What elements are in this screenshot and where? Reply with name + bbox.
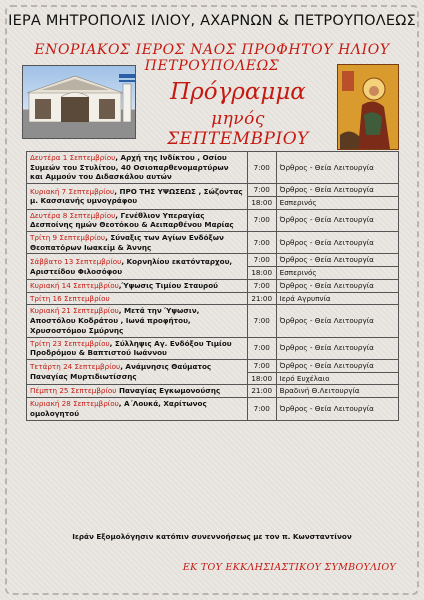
schedule-date: Τετάρτη 24 Σεπτεμβρίου	[30, 362, 121, 372]
parish-title: ΕΝΟΡΙΑΚΟΣ ΙΕΡΟΣ ΝΑΟΣ ΠΡΟΦΗΤΟΥ ΗΛΙΟΥ ΠΕΤΡΟΥΠΟΛΕΩΣ	[34, 42, 390, 74]
schedule-date: Τρίτη 16 Σεπτεμβρίου	[30, 293, 110, 303]
feast-text: , Σύλληψις Αγ. Ενδόξου Τιμίου Προδρόμου & Βαπτιστού Ιωάννου	[30, 338, 232, 358]
service-time: 7:00	[247, 305, 276, 337]
service-name: Ιερά Αγρυπνία	[276, 292, 398, 305]
schedule-date: Κυριακή 14 Σεπτεμβρίου	[30, 280, 119, 290]
service-name: Όρθρος - Θεία Λειτουργία	[276, 305, 398, 337]
service-name: Όρθρος - Θεία Λειτουργία	[276, 279, 398, 292]
service-name: Όρθρος - Θεία Λειτουργία	[276, 398, 398, 420]
service-time: 7:00	[247, 184, 276, 197]
service-name: Όρθρος - Θεία Λειτουργία	[276, 359, 398, 372]
schedule-date: Δευτέρα 8 Σεπτεμβρίου	[30, 210, 116, 220]
schedule-date: Σάββατο 13 Σεπτεμβρίου	[30, 256, 122, 266]
feast-text: , Μετά την Ύψωσιν, Αποστόλου Κοδράτου , Ιωνά προφήτου, Χρυσοστόμου Σμύρνης	[30, 306, 200, 335]
feast-description	[27, 337, 248, 359]
feast-text: , ΠΡΟ ΤΗΣ ΥΨΩΣΕΩΣ , Σώζοντας μ. Κασσιανής υμνογράφου	[30, 186, 243, 206]
schedule-date: Κυριακή 7 Σεπτεμβρίου	[30, 186, 115, 196]
schedule-date: Πέμπτη 25 Σεπτεμβρίου	[30, 386, 117, 396]
feast-description	[27, 152, 248, 184]
service-time: 18:00	[247, 196, 276, 209]
feast-description	[27, 292, 248, 305]
schedule-date: Τρίτη 23 Σεπτεμβρίου	[30, 338, 110, 348]
feast-description	[27, 385, 248, 398]
church-photo	[22, 65, 136, 139]
feast-text: ,Ύψωσις Τιμίου Σταυρού	[118, 280, 218, 290]
council-signature: ΕΚ ΤΟΥ ΕΚΚΛΗΣΙΑΣΤΙΚΟΥ ΣΥΜΒΟΥΛΙΟΥ	[182, 562, 396, 573]
schedule-row	[27, 385, 399, 398]
feast-description	[27, 305, 248, 337]
program-title: Πρόγραμμα	[170, 79, 306, 105]
service-time: 7:00	[247, 209, 276, 231]
service-time: 18:00	[247, 267, 276, 280]
schedule-date: Δευτέρα 1 Σεπτεμβρίου	[30, 153, 116, 162]
feast-description	[27, 184, 248, 209]
feast-text: , Αρχή της Ινδίκτου , Οσίου Συμεών του Στυλίτου, 40 Οσιοπαρθενομαρτύρων και Αμμούν του Διδασκάλου αυτών	[30, 153, 229, 182]
feast-description	[27, 209, 248, 231]
feast-text: , Σύναξις των Αγίων Ενδόξων Θεοπατόρων Ιωακείμ & Άννης	[30, 233, 224, 252]
service-time: 7:00	[247, 398, 276, 420]
service-name: Εσπερινός	[276, 196, 398, 209]
feast-text: , Κορνηλίου εκατόνταρχου, Αριστείδου Φιλοσόφου	[30, 256, 233, 276]
schedule-row	[27, 337, 399, 359]
schedule-row	[27, 305, 399, 337]
schedule-row	[27, 359, 399, 372]
service-time: 7:00	[247, 359, 276, 372]
prophet-elijah-icon	[337, 64, 399, 150]
service-time: 7:00	[247, 254, 276, 267]
schedule-row	[27, 254, 399, 267]
service-name: Βραδινή Θ.Λειτουργία	[276, 385, 398, 398]
schedule-date: Κυριακή 21 Σεπτεμβρίου	[30, 306, 119, 316]
service-name: Εσπερινός	[276, 267, 398, 280]
program-month: μηνός ΣΕΠΤΕΜΒΡΙΟΥ	[167, 109, 309, 149]
feast-text: , Ανάμνησις Θαύματος Παναγίας Μυρτιδιωτίσσης	[30, 362, 212, 382]
schedule-table	[26, 151, 399, 421]
service-time: 18:00	[247, 372, 276, 385]
service-name: Ιερό Ευχέλαιο	[276, 372, 398, 385]
service-name: Όρθρος - Θεία Λειτουργία	[276, 337, 398, 359]
feast-text: , Γενέθλιον Υπεραγίας Δεσποίνης ημών Θεοτόκου & Αειπαρθένου Μαρίας	[30, 210, 234, 230]
feast-description	[27, 232, 248, 254]
schedule-row	[27, 292, 399, 305]
feast-description	[27, 398, 248, 420]
service-name: Όρθρος - Θεία Λειτουργία	[276, 232, 398, 254]
schedule-row	[27, 279, 399, 292]
service-name: Όρθρος - Θεία Λειτουργία	[276, 209, 398, 231]
service-time: 7:00	[247, 337, 276, 359]
metropolis-title: ΙΕΡΑ ΜΗΤΡΟΠΟΛΙΣ ΙΛΙΟΥ, ΑΧΑΡΝΩΝ & ΠΕΤΡΟΥΠΟΛΕΩΣ	[8, 13, 416, 29]
schedule-row	[27, 398, 399, 420]
schedule-date: Τρίτη 9 Σεπτεμβρίου	[30, 233, 106, 243]
service-time: 7:00	[247, 152, 276, 184]
schedule-row	[27, 152, 399, 184]
service-time: 21:00	[247, 292, 276, 305]
schedule-row	[27, 232, 399, 254]
confession-note: Ιεράν Εξομολόγησιν κατόπιν συνεννοήσεως με τον π. Κωνσταντίνον	[72, 532, 352, 541]
schedule-row	[27, 209, 399, 231]
service-time: 21:00	[247, 385, 276, 398]
service-name: Όρθρος - Θεία Λειτουργία	[276, 152, 398, 184]
schedule-date: Κυριακή 28 Σεπτεμβρίου	[30, 399, 119, 409]
feast-text: Παναγίας Εγκωμονούσης	[116, 386, 221, 396]
service-time: 7:00	[247, 232, 276, 254]
service-name: Όρθρος - Θεία Λειτουργία	[276, 254, 398, 267]
feast-description	[27, 359, 248, 384]
feast-text: , Α΄Λουκά, Χαρίτωνος ομολογητού	[30, 399, 207, 418]
service-name: Όρθρος - Θεία Λειτουργία	[276, 184, 398, 197]
feast-description	[27, 279, 248, 292]
schedule-row	[27, 184, 399, 197]
feast-description	[27, 254, 248, 279]
service-time: 7:00	[247, 279, 276, 292]
